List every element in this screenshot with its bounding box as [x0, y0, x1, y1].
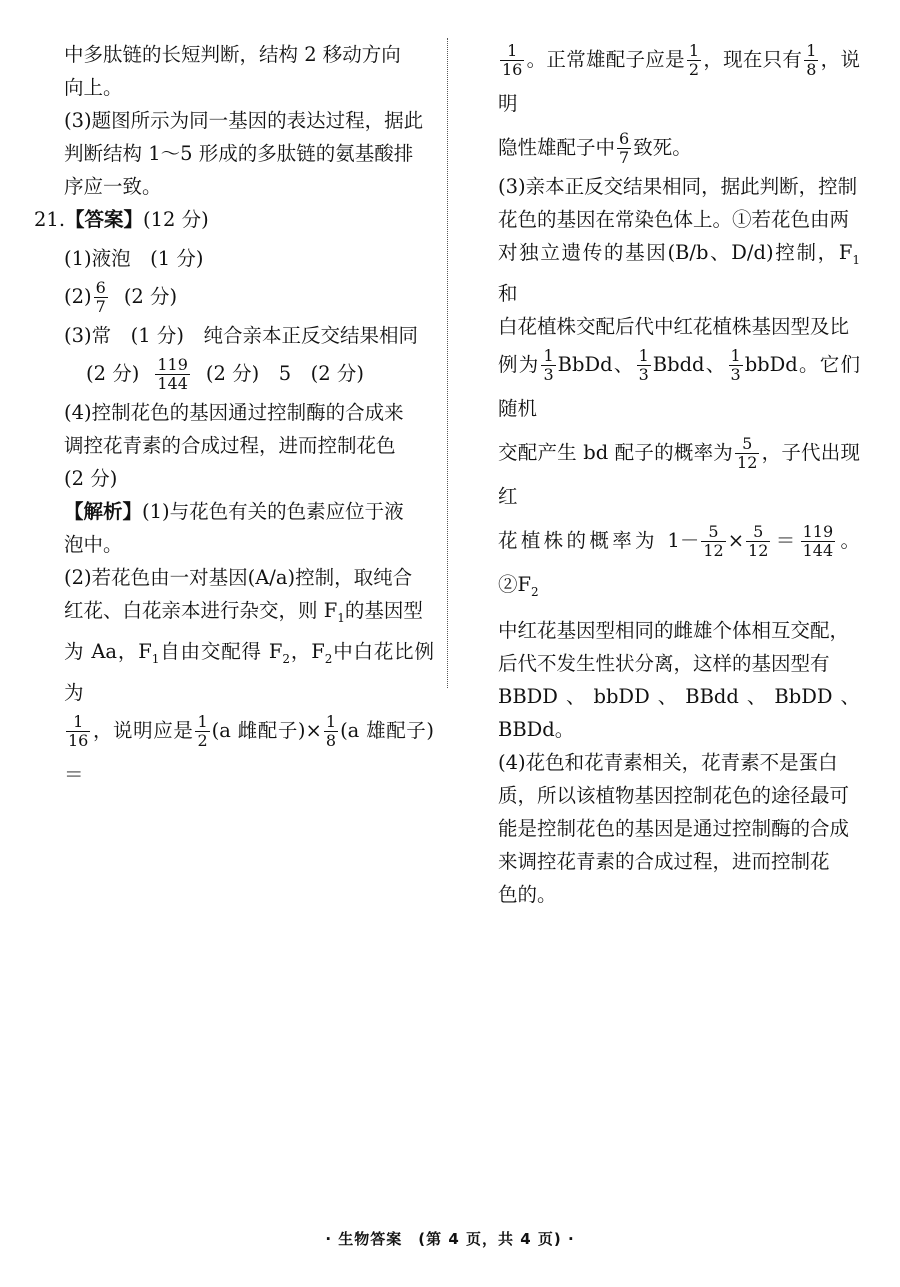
fraction — [801, 523, 836, 560]
analysis-text: BbDd、 — [557, 352, 635, 376]
fraction — [66, 713, 90, 750]
fraction-numerator: 5 — [753, 521, 764, 541]
fraction — [155, 356, 190, 393]
fraction — [637, 347, 651, 384]
fraction-denominator: 16 — [502, 60, 523, 79]
analysis-2 — [64, 635, 434, 709]
fraction-numerator: 5 — [742, 433, 753, 453]
fraction-numerator: 1 — [197, 711, 208, 731]
fraction — [687, 42, 701, 79]
analysis-text: (a 雄配子)＝ — [64, 718, 434, 786]
analysis-text: (1)与花色有关的色素应位于液 — [142, 500, 404, 523]
analysis-1 — [64, 495, 434, 528]
subscript: 2 — [531, 584, 539, 599]
fraction-denominator: 12 — [737, 452, 758, 472]
fraction — [617, 130, 631, 167]
analysis-text: 泡中。 — [64, 533, 123, 556]
analysis-2-continued — [498, 38, 860, 126]
fraction-numerator: 1 — [73, 711, 84, 731]
answer-4: (2 分) — [64, 467, 118, 490]
analysis-text: 红花、白花亲本进行杂交，则 F — [64, 599, 338, 622]
analysis-text: (a 雌配子)× — [211, 718, 322, 742]
analysis-text: 的基因型 — [344, 599, 423, 622]
fraction-denominator: 16 — [68, 730, 89, 750]
analysis-text: 隐性雄配子中 — [498, 136, 616, 159]
fraction-numerator: 1 — [688, 41, 700, 60]
fraction-denominator: 3 — [543, 364, 554, 384]
text-line: 判断结构 1～5 形成的多肽链的氨基酸排 — [64, 142, 414, 165]
answer-4: 调控花青素的合成过程，进而控制花色 — [64, 434, 396, 457]
analysis-text: 中白花比例为 — [64, 639, 435, 704]
fraction-denominator: 144 — [157, 374, 188, 393]
fraction-denominator: 7 — [619, 148, 630, 167]
analysis-text: ，现在只有 — [703, 48, 803, 71]
fraction — [541, 347, 555, 384]
analysis-3: 后代不发生性状分离，这样的基因型有 — [498, 651, 830, 675]
analysis-text: ，说明应是 — [92, 718, 194, 742]
analysis-3: 中红花基因型相同的雌雄个体相互交配， — [498, 618, 850, 642]
analysis-text: 致死。 — [633, 136, 692, 159]
fraction — [746, 523, 770, 560]
fraction — [729, 347, 743, 384]
answer-1: (1)液泡 (1 分) — [64, 247, 204, 270]
text-line: (3)题图所示为同一基因的表达过程，据此 — [64, 109, 424, 132]
text-line: 向上。 — [64, 76, 123, 99]
fraction-denominator: 2 — [197, 730, 208, 750]
answer-3: (3)常 (1 分) 纯合亲本正反交结果相同 — [64, 324, 418, 347]
analysis-text: 。②F — [498, 528, 860, 596]
question-21-header — [34, 203, 434, 236]
fraction-numerator: 1 — [325, 711, 337, 731]
fraction — [500, 42, 524, 79]
fraction — [324, 713, 338, 750]
analysis-2: (2)若花色由一对基因(A/a)控制，取纯合 — [64, 566, 413, 589]
answer-score: (12 分) — [143, 208, 209, 231]
fraction — [195, 713, 209, 750]
analysis-3: 白花植株交配后代中红花植株基因型及比 — [498, 314, 850, 338]
answer-2-score: (2 分) — [123, 285, 178, 308]
analysis-2-continued — [498, 126, 860, 170]
analysis-3: (3)亲本正反交结果相同，据此判断，控制 — [498, 175, 858, 198]
analysis-text: ＝ — [772, 528, 799, 552]
fraction-denominator: 8 — [806, 60, 817, 79]
fraction-denominator: 12 — [703, 540, 724, 560]
subscript: 1 — [852, 252, 860, 267]
subscript: 2 — [324, 651, 333, 666]
fraction-numerator: 1 — [806, 41, 817, 60]
analysis-3 — [498, 343, 860, 431]
fraction — [701, 523, 725, 560]
analysis-2 — [64, 594, 434, 635]
analysis-4: 色的。 — [498, 882, 557, 906]
left-column — [34, 38, 435, 797]
fraction-numerator: 119 — [157, 355, 188, 374]
fraction-denominator: 8 — [325, 730, 337, 750]
fraction-denominator: 7 — [95, 297, 106, 316]
subscript: 2 — [282, 651, 291, 666]
analysis-2 — [64, 709, 434, 797]
answer-tag: 【答案】 — [65, 208, 144, 231]
analysis-3: 花色的基因在常染色体上。①若花色由两 — [498, 208, 850, 231]
analysis-text: ，F — [290, 639, 325, 663]
analysis-text: ，说明 — [498, 48, 860, 115]
column-divider — [447, 38, 448, 688]
analysis-text: 花植株的概率为 1－ — [498, 528, 700, 552]
fraction-denominator: 3 — [638, 364, 649, 384]
analysis-text: 例为 — [498, 352, 540, 376]
fraction — [94, 279, 108, 316]
fraction-numerator: 1 — [507, 41, 518, 60]
analysis-4: (4)花色和花青素相关，花青素不是蛋白 — [498, 750, 838, 774]
analysis-text: 和 — [498, 281, 518, 305]
analysis-4: 能是控制花色的基因是通过控制酶的合成 — [498, 816, 850, 840]
analysis-3 — [498, 236, 860, 310]
fraction — [735, 435, 759, 472]
right-column — [498, 38, 860, 911]
subscript: 1 — [337, 610, 345, 625]
answer-2 — [64, 275, 434, 319]
fraction-numerator: 1 — [543, 345, 554, 365]
analysis-text: 。正常雄配子应是 — [526, 48, 685, 71]
analysis-text: 交配产生 bd 配子的概率为 — [498, 440, 734, 464]
question-number: 21. — [34, 208, 66, 231]
answer-3-continued — [64, 352, 434, 396]
fraction-denominator: 144 — [802, 540, 834, 560]
fraction-denominator: 2 — [688, 60, 700, 79]
analysis-text: bbDd。它们随机 — [498, 352, 860, 420]
subscript: 1 — [151, 651, 160, 666]
fraction-numerator: 1 — [730, 345, 741, 365]
analysis-text: × — [727, 528, 745, 552]
fraction-denominator: 3 — [730, 364, 741, 384]
text-line: 中多肽链的长短判断，结构 2 移动方向 — [64, 43, 401, 66]
answer-4: (4)控制花色的基因通过控制酶的合成来 — [64, 401, 404, 424]
fraction — [804, 42, 818, 79]
analysis-4: 来调控花青素的合成过程，进而控制花 — [498, 849, 830, 873]
analysis-3 — [498, 431, 860, 519]
fraction-numerator: 119 — [802, 521, 834, 541]
fraction-numerator: 1 — [638, 345, 649, 365]
fraction-numerator: 5 — [708, 521, 719, 541]
analysis-3 — [498, 519, 860, 614]
analysis-4: 质，所以该植物基因控制花色的途径最可 — [498, 783, 850, 807]
fraction-numerator: 6 — [95, 278, 106, 297]
analysis-text: Bbdd、 — [652, 352, 727, 376]
fraction-denominator: 12 — [748, 540, 769, 560]
answer-2-prefix: (2) — [64, 285, 92, 308]
answer-3-score-tail: (2 分) 5 (2 分) — [205, 362, 364, 385]
answer-3-score: (2 分) — [86, 362, 140, 385]
analysis-3: BBDD、bbDD、BBdd、BbDD、BBDd。 — [498, 684, 860, 741]
analysis-text: ，子代出现红 — [498, 440, 860, 508]
analysis-text: 自由交配得 F — [159, 639, 283, 663]
page-footer: · 生物答案 (第 4 页，共 4 页) · — [325, 1230, 575, 1248]
analysis-tag: 【解析】 — [64, 500, 143, 523]
fraction-numerator: 6 — [619, 129, 630, 148]
analysis-text: 为 Aa，F — [64, 639, 152, 663]
text-line: 序应一致。 — [64, 175, 162, 198]
analysis-text: 对独立遗传的基因(B/b、D/d)控制，F — [498, 241, 853, 264]
